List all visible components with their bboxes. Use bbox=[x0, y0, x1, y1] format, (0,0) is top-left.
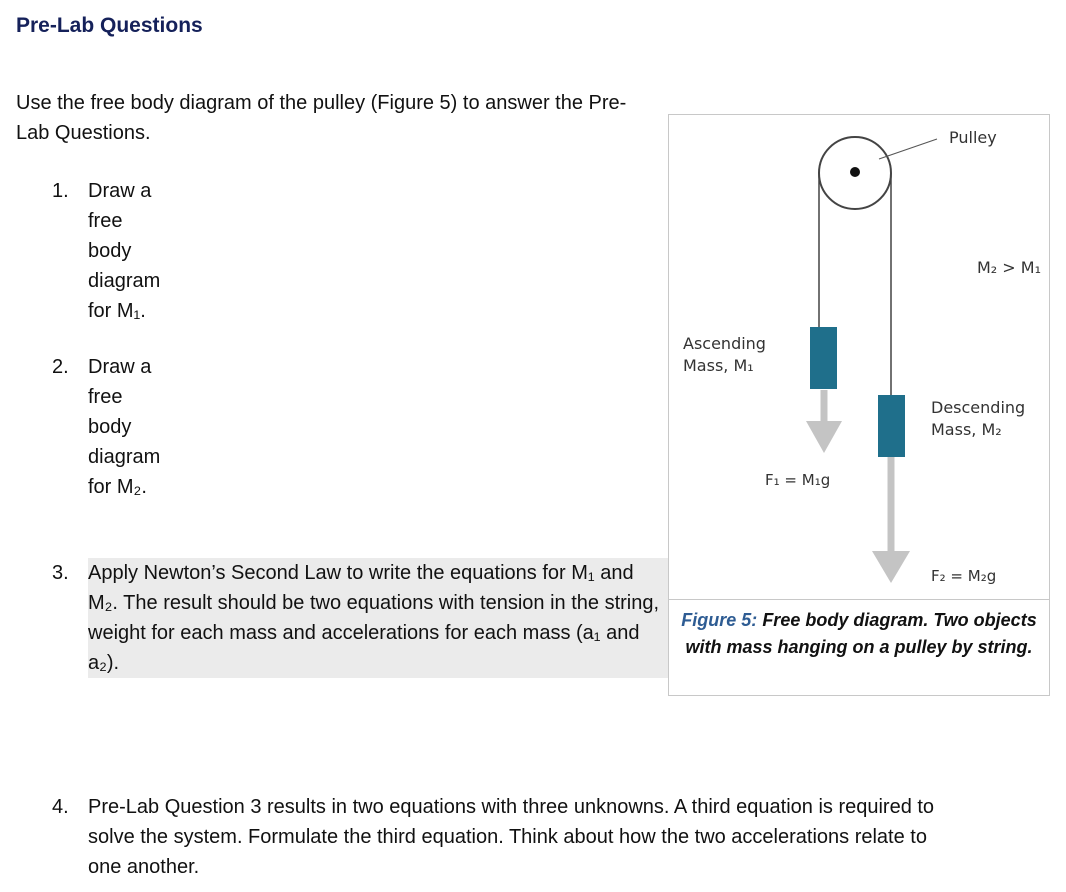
question-text: Draw a free body diagram for M₂. bbox=[88, 356, 161, 498]
pulley-label: Pulley bbox=[949, 128, 997, 147]
figure-caption-label: Figure 5: bbox=[681, 610, 758, 630]
mass-relation: M₂ > M₁ bbox=[977, 258, 1042, 277]
f1-label: F₁ = M₁g bbox=[765, 471, 831, 489]
ascending-mass-m1 bbox=[810, 327, 837, 389]
figure-caption-text: Free body diagram. Two objects with mass hanging on a pulley by string. bbox=[685, 610, 1037, 657]
page-title: Pre-Lab Questions bbox=[16, 14, 203, 37]
question-text: Pre-Lab Question 3 results in two equations with three unknowns. A third equation is required to solve the system. Formulate the third equation. Think about how the two accelerations relate to one another. bbox=[88, 796, 935, 878]
pulley-leader-line bbox=[879, 139, 937, 159]
f2-label: F₂ = M₂g bbox=[931, 567, 997, 585]
ascending-mass-name: Mass, M₁ bbox=[683, 356, 754, 375]
f2-arrow-head bbox=[872, 551, 910, 583]
question-number: 2. bbox=[52, 356, 69, 378]
ascending-label: Ascending bbox=[683, 334, 766, 353]
question-number: 4. bbox=[52, 796, 69, 818]
f1-arrow-head bbox=[806, 421, 842, 453]
question-text: Draw a free body diagram for M₁. bbox=[88, 180, 161, 322]
descending-label: Descending bbox=[931, 398, 1026, 417]
figure-5-box bbox=[668, 114, 1050, 696]
question-text: Apply Newton’s Second Law to write the equations for M₁ and M₂. The result should be two equations with tension in the string, weight for each mass and accelerations for each mass (a₁ and a₂). bbox=[88, 558, 668, 678]
figure-divider bbox=[669, 599, 1049, 600]
pulley-axle bbox=[850, 167, 860, 177]
question-number: 3. bbox=[52, 562, 69, 584]
descending-mass-name: Mass, M₂ bbox=[931, 420, 1002, 439]
figure-caption bbox=[681, 607, 1037, 661]
question-number: 1. bbox=[52, 180, 69, 202]
intro-text: Use the free body diagram of the pulley (Figure 5) to answer the Pre-Lab Questions. bbox=[16, 92, 627, 144]
pulley-diagram bbox=[669, 115, 1051, 599]
descending-mass-m2 bbox=[878, 395, 905, 457]
